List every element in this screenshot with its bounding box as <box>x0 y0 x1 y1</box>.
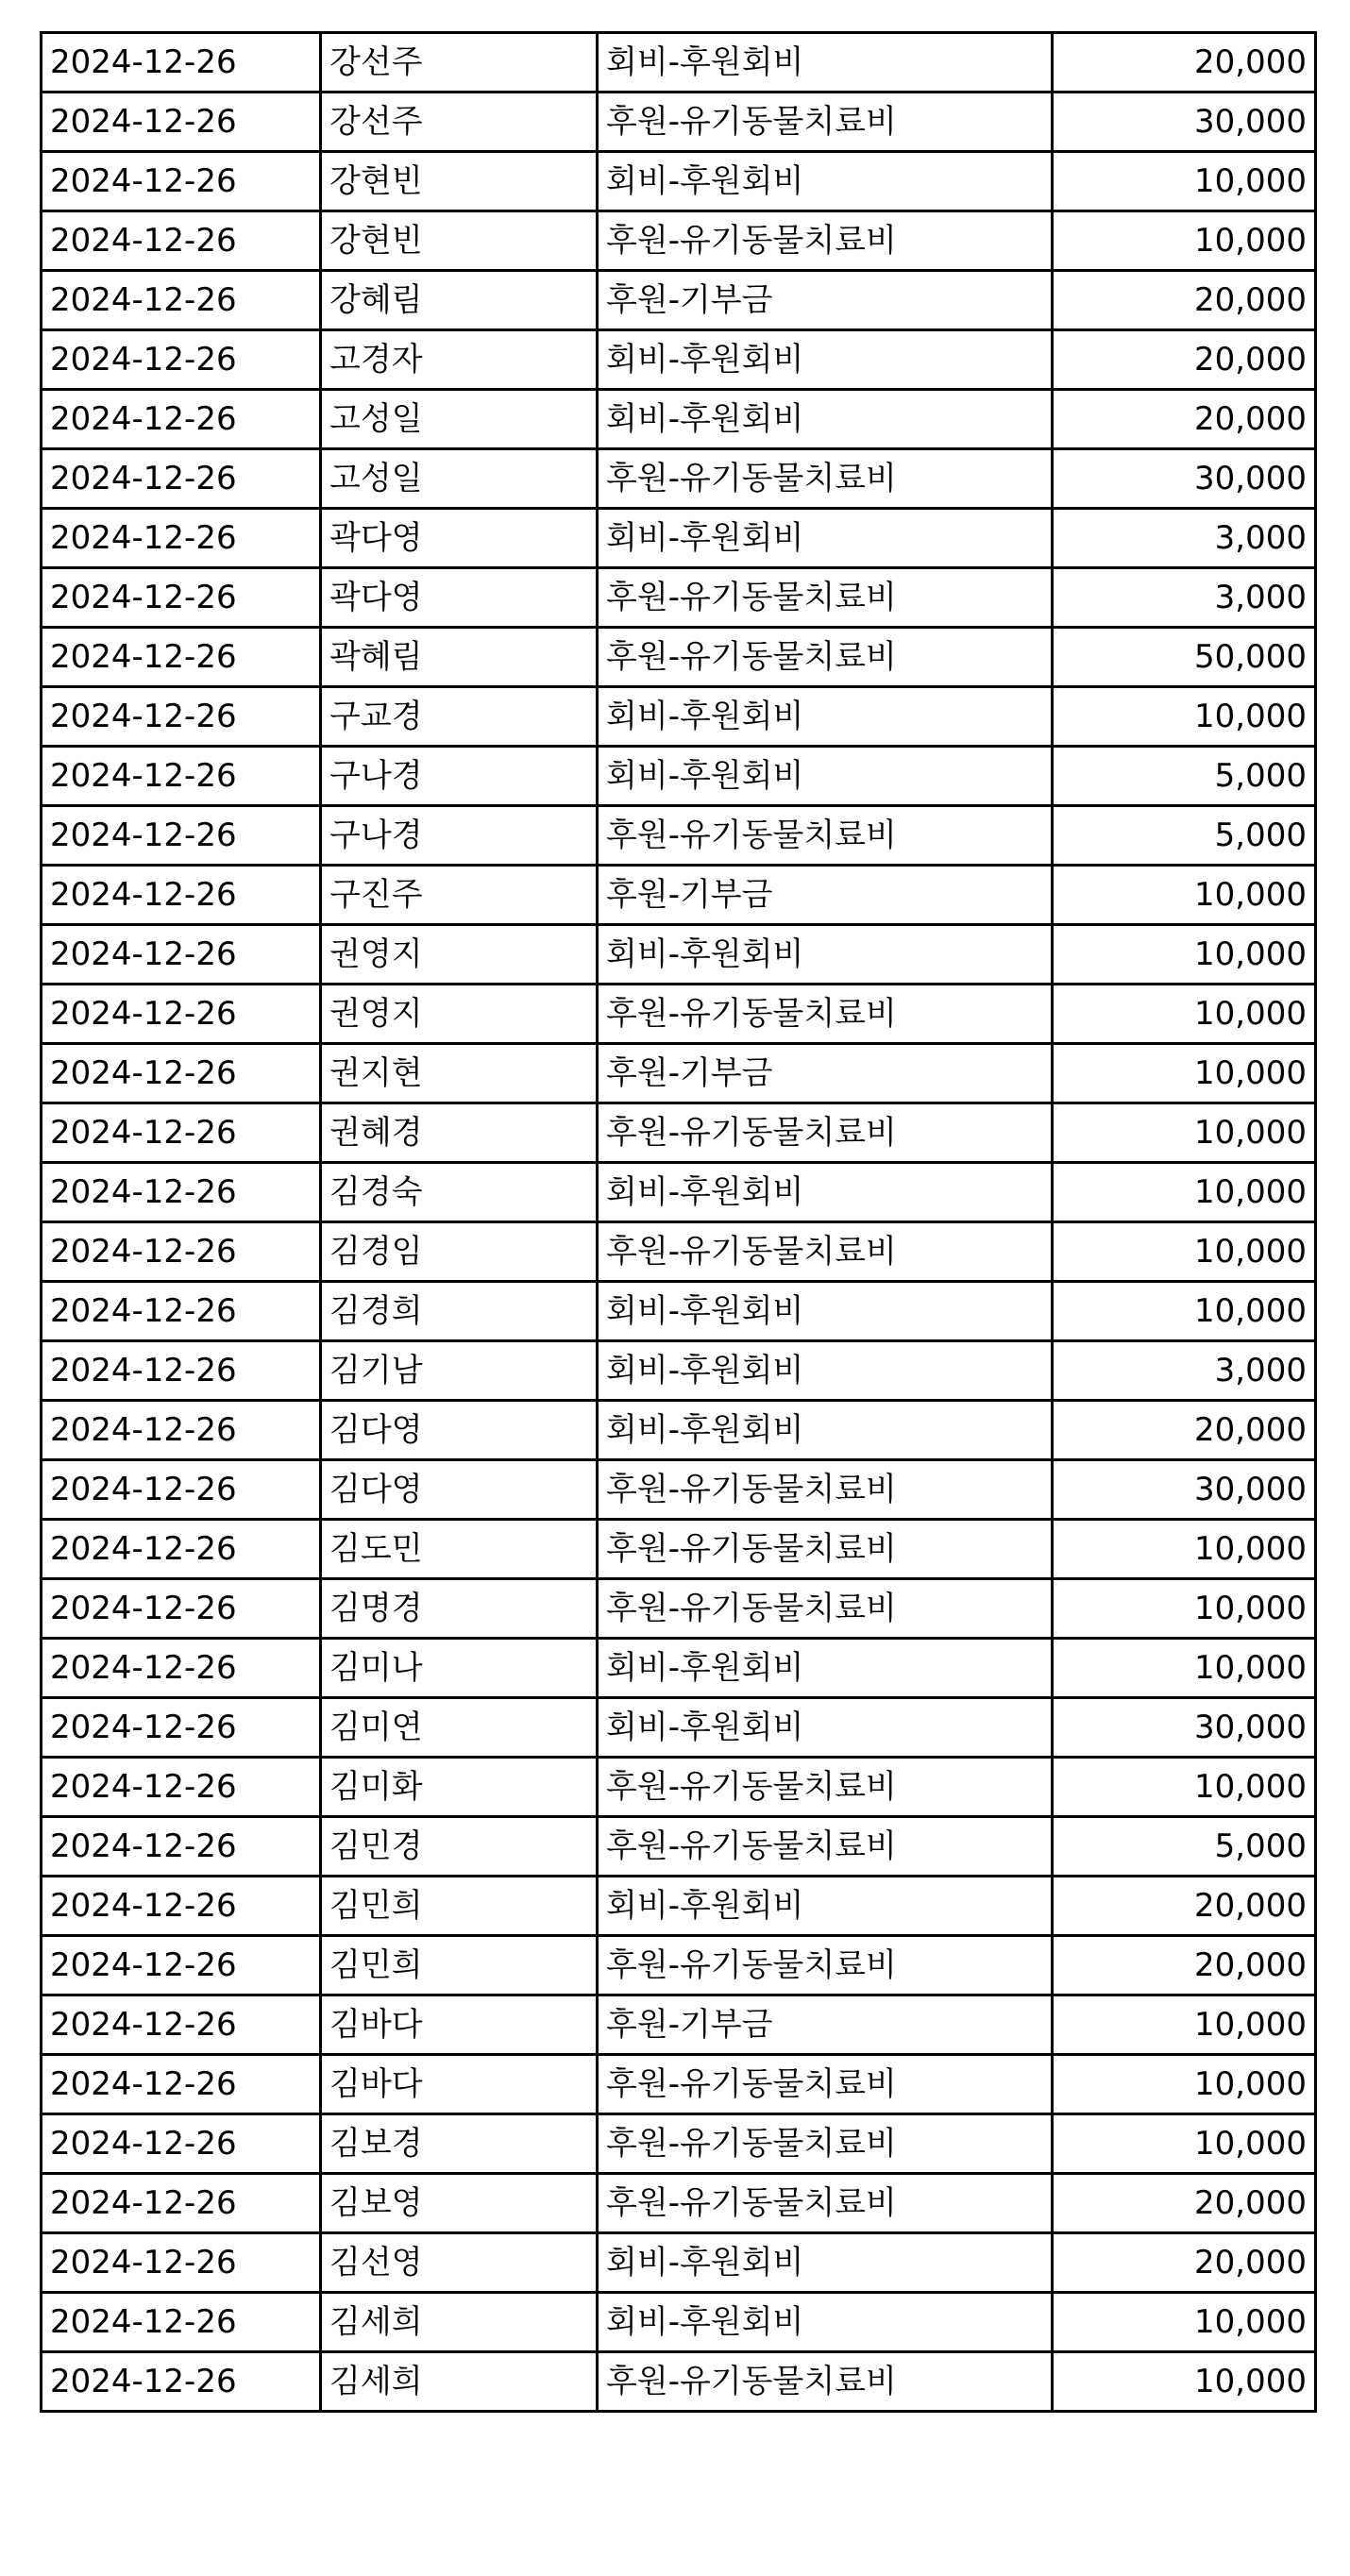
donor-name-cell: 곽혜림 <box>321 628 598 687</box>
table-row <box>42 509 1316 568</box>
date-cell: 2024-12-26 <box>42 2293 321 2352</box>
donor-name-cell: 구나경 <box>321 747 598 806</box>
donor-name-cell: 김보경 <box>321 2114 598 2174</box>
donor-name-cell: 김다영 <box>321 1460 598 1520</box>
category-cell: 후원-유기동물치료비 <box>598 2114 1053 2174</box>
table-row <box>42 1163 1316 1222</box>
table-row <box>42 33 1316 93</box>
donor-name-cell: 고경자 <box>321 330 598 390</box>
table-row <box>42 1758 1316 1817</box>
date-cell: 2024-12-26 <box>42 152 321 211</box>
table-row <box>42 1698 1316 1758</box>
category-cell: 후원-유기동물치료비 <box>598 1520 1053 1579</box>
date-cell: 2024-12-26 <box>42 866 321 925</box>
amount-cell: 10,000 <box>1053 1579 1316 1639</box>
date-cell: 2024-12-26 <box>42 449 321 509</box>
date-cell: 2024-12-26 <box>42 1995 321 2055</box>
table-row <box>42 2352 1316 2412</box>
category-cell: 회비-후원회비 <box>598 925 1053 985</box>
amount-cell: 10,000 <box>1053 925 1316 985</box>
category-cell: 회비-후원회비 <box>598 390 1053 449</box>
table-row <box>42 866 1316 925</box>
table-row <box>42 1817 1316 1877</box>
table-row <box>42 2174 1316 2233</box>
table-row <box>42 1460 1316 1520</box>
donor-name-cell: 김미연 <box>321 1698 598 1758</box>
donor-name-cell: 권영지 <box>321 985 598 1044</box>
amount-cell: 10,000 <box>1053 1222 1316 1282</box>
category-cell: 후원-유기동물치료비 <box>598 1460 1053 1520</box>
donor-name-cell: 강현빈 <box>321 152 598 211</box>
category-cell: 후원-유기동물치료비 <box>598 985 1053 1044</box>
amount-cell: 10,000 <box>1053 1639 1316 1698</box>
category-cell: 후원-유기동물치료비 <box>598 1579 1053 1639</box>
amount-cell: 3,000 <box>1053 568 1316 628</box>
category-cell: 후원-유기동물치료비 <box>598 93 1053 152</box>
donor-name-cell: 고성일 <box>321 449 598 509</box>
table-row <box>42 1401 1316 1460</box>
donor-name-cell: 강선주 <box>321 93 598 152</box>
date-cell: 2024-12-26 <box>42 2114 321 2174</box>
amount-cell: 20,000 <box>1053 33 1316 93</box>
date-cell: 2024-12-26 <box>42 330 321 390</box>
date-cell: 2024-12-26 <box>42 271 321 330</box>
amount-cell: 10,000 <box>1053 1044 1316 1103</box>
category-cell: 회비-후원회비 <box>598 1163 1053 1222</box>
table-row <box>42 1995 1316 2055</box>
table-row <box>42 1936 1316 1995</box>
date-cell: 2024-12-26 <box>42 2055 321 2114</box>
table-row <box>42 1044 1316 1103</box>
donor-name-cell: 고성일 <box>321 390 598 449</box>
date-cell: 2024-12-26 <box>42 1579 321 1639</box>
amount-cell: 20,000 <box>1053 390 1316 449</box>
amount-cell: 20,000 <box>1053 330 1316 390</box>
date-cell: 2024-12-26 <box>42 1520 321 1579</box>
donor-name-cell: 김다영 <box>321 1401 598 1460</box>
date-cell: 2024-12-26 <box>42 1877 321 1936</box>
table-row <box>42 747 1316 806</box>
table-row <box>42 925 1316 985</box>
table-row <box>42 93 1316 152</box>
table-row <box>42 1341 1316 1401</box>
category-cell: 후원-유기동물치료비 <box>598 806 1053 866</box>
donor-name-cell: 김민희 <box>321 1877 598 1936</box>
donor-name-cell: 김도민 <box>321 1520 598 1579</box>
donor-name-cell: 강현빈 <box>321 211 598 271</box>
table-row <box>42 1579 1316 1639</box>
category-cell: 회비-후원회비 <box>598 152 1053 211</box>
table-row <box>42 2055 1316 2114</box>
table-row <box>42 2114 1316 2174</box>
category-cell: 후원-기부금 <box>598 1995 1053 2055</box>
table-row <box>42 985 1316 1044</box>
table-row <box>42 1103 1316 1163</box>
donor-name-cell: 김미나 <box>321 1639 598 1698</box>
amount-cell: 5,000 <box>1053 747 1316 806</box>
table-row <box>42 211 1316 271</box>
date-cell: 2024-12-26 <box>42 1103 321 1163</box>
category-cell: 후원-유기동물치료비 <box>598 1936 1053 1995</box>
date-cell: 2024-12-26 <box>42 628 321 687</box>
table-row <box>42 330 1316 390</box>
table-row <box>42 2233 1316 2293</box>
donor-name-cell: 구진주 <box>321 866 598 925</box>
date-cell: 2024-12-26 <box>42 925 321 985</box>
amount-cell: 10,000 <box>1053 1758 1316 1817</box>
amount-cell: 10,000 <box>1053 1520 1316 1579</box>
date-cell: 2024-12-26 <box>42 33 321 93</box>
amount-cell: 10,000 <box>1053 211 1316 271</box>
category-cell: 후원-기부금 <box>598 866 1053 925</box>
donor-name-cell: 권영지 <box>321 925 598 985</box>
donor-name-cell: 김민희 <box>321 1936 598 1995</box>
category-cell: 후원-유기동물치료비 <box>598 1103 1053 1163</box>
donor-name-cell: 권혜경 <box>321 1103 598 1163</box>
date-cell: 2024-12-26 <box>42 390 321 449</box>
category-cell: 후원-기부금 <box>598 1044 1053 1103</box>
amount-cell: 10,000 <box>1053 152 1316 211</box>
category-cell: 회비-후원회비 <box>598 1639 1053 1698</box>
amount-cell: 10,000 <box>1053 2293 1316 2352</box>
donor-name-cell: 김경희 <box>321 1282 598 1341</box>
amount-cell: 10,000 <box>1053 1103 1316 1163</box>
table-row <box>42 152 1316 211</box>
table-row <box>42 2293 1316 2352</box>
date-cell: 2024-12-26 <box>42 985 321 1044</box>
amount-cell: 5,000 <box>1053 806 1316 866</box>
category-cell: 후원-유기동물치료비 <box>598 628 1053 687</box>
donor-name-cell: 김경숙 <box>321 1163 598 1222</box>
category-cell: 후원-유기동물치료비 <box>598 1758 1053 1817</box>
amount-cell: 10,000 <box>1053 687 1316 747</box>
category-cell: 후원-유기동물치료비 <box>598 1817 1053 1877</box>
category-cell: 후원-유기동물치료비 <box>598 211 1053 271</box>
donor-name-cell: 구교경 <box>321 687 598 747</box>
date-cell: 2024-12-26 <box>42 1639 321 1698</box>
date-cell: 2024-12-26 <box>42 1936 321 1995</box>
donor-name-cell: 김보영 <box>321 2174 598 2233</box>
date-cell: 2024-12-26 <box>42 1222 321 1282</box>
date-cell: 2024-12-26 <box>42 1460 321 1520</box>
table-row <box>42 1282 1316 1341</box>
amount-cell: 30,000 <box>1053 1460 1316 1520</box>
category-cell: 후원-유기동물치료비 <box>598 2055 1053 2114</box>
table-row <box>42 271 1316 330</box>
donor-name-cell: 김세희 <box>321 2293 598 2352</box>
donor-name-cell: 김미화 <box>321 1758 598 1817</box>
donor-name-cell: 강선주 <box>321 33 598 93</box>
amount-cell: 30,000 <box>1053 93 1316 152</box>
category-cell: 회비-후원회비 <box>598 1698 1053 1758</box>
amount-cell: 10,000 <box>1053 1282 1316 1341</box>
table-row <box>42 1520 1316 1579</box>
category-cell: 후원-기부금 <box>598 271 1053 330</box>
donor-name-cell: 김바다 <box>321 2055 598 2114</box>
category-cell: 후원-유기동물치료비 <box>598 568 1053 628</box>
donor-name-cell: 김선영 <box>321 2233 598 2293</box>
amount-cell: 30,000 <box>1053 449 1316 509</box>
category-cell: 회비-후원회비 <box>598 1341 1053 1401</box>
category-cell: 회비-후원회비 <box>598 1401 1053 1460</box>
category-cell: 회비-후원회비 <box>598 2233 1053 2293</box>
category-cell: 회비-후원회비 <box>598 687 1053 747</box>
amount-cell: 10,000 <box>1053 985 1316 1044</box>
date-cell: 2024-12-26 <box>42 1341 321 1401</box>
ledger-body <box>42 33 1316 2412</box>
donor-name-cell: 김바다 <box>321 1995 598 2055</box>
amount-cell: 10,000 <box>1053 866 1316 925</box>
date-cell: 2024-12-26 <box>42 568 321 628</box>
table-row <box>42 1877 1316 1936</box>
date-cell: 2024-12-26 <box>42 1758 321 1817</box>
amount-cell: 5,000 <box>1053 1817 1316 1877</box>
donor-name-cell: 김민경 <box>321 1817 598 1877</box>
amount-cell: 10,000 <box>1053 2352 1316 2412</box>
date-cell: 2024-12-26 <box>42 1401 321 1460</box>
donor-name-cell: 곽다영 <box>321 568 598 628</box>
table-row <box>42 806 1316 866</box>
amount-cell: 50,000 <box>1053 628 1316 687</box>
table-row <box>42 1222 1316 1282</box>
category-cell: 회비-후원회비 <box>598 1282 1053 1341</box>
category-cell: 후원-유기동물치료비 <box>598 2174 1053 2233</box>
amount-cell: 3,000 <box>1053 1341 1316 1401</box>
category-cell: 회비-후원회비 <box>598 1877 1053 1936</box>
category-cell: 회비-후원회비 <box>598 330 1053 390</box>
donor-name-cell: 권지현 <box>321 1044 598 1103</box>
category-cell: 회비-후원회비 <box>598 2293 1053 2352</box>
date-cell: 2024-12-26 <box>42 211 321 271</box>
donor-name-cell: 강혜림 <box>321 271 598 330</box>
table-row <box>42 628 1316 687</box>
category-cell: 후원-유기동물치료비 <box>598 2352 1053 2412</box>
date-cell: 2024-12-26 <box>42 2352 321 2412</box>
amount-cell: 3,000 <box>1053 509 1316 568</box>
category-cell: 회비-후원회비 <box>598 33 1053 93</box>
donor-name-cell: 김명경 <box>321 1579 598 1639</box>
date-cell: 2024-12-26 <box>42 747 321 806</box>
amount-cell: 10,000 <box>1053 1163 1316 1222</box>
date-cell: 2024-12-26 <box>42 2174 321 2233</box>
table-row <box>42 568 1316 628</box>
amount-cell: 30,000 <box>1053 1698 1316 1758</box>
category-cell: 회비-후원회비 <box>598 747 1053 806</box>
date-cell: 2024-12-26 <box>42 509 321 568</box>
amount-cell: 20,000 <box>1053 2233 1316 2293</box>
date-cell: 2024-12-26 <box>42 1282 321 1341</box>
amount-cell: 10,000 <box>1053 2114 1316 2174</box>
category-cell: 후원-유기동물치료비 <box>598 1222 1053 1282</box>
date-cell: 2024-12-26 <box>42 2233 321 2293</box>
donor-name-cell: 김기남 <box>321 1341 598 1401</box>
amount-cell: 20,000 <box>1053 1936 1316 1995</box>
donor-name-cell: 곽다영 <box>321 509 598 568</box>
donor-name-cell: 김경임 <box>321 1222 598 1282</box>
amount-cell: 20,000 <box>1053 1877 1316 1936</box>
donor-name-cell: 김세희 <box>321 2352 598 2412</box>
category-cell: 후원-유기동물치료비 <box>598 449 1053 509</box>
date-cell: 2024-12-26 <box>42 93 321 152</box>
table-row <box>42 1639 1316 1698</box>
table-row <box>42 449 1316 509</box>
amount-cell: 10,000 <box>1053 2055 1316 2114</box>
date-cell: 2024-12-26 <box>42 1698 321 1758</box>
table-row <box>42 390 1316 449</box>
donor-name-cell: 구나경 <box>321 806 598 866</box>
category-cell: 회비-후원회비 <box>598 509 1053 568</box>
amount-cell: 10,000 <box>1053 1995 1316 2055</box>
donation-ledger-table <box>40 31 1317 2413</box>
amount-cell: 20,000 <box>1053 1401 1316 1460</box>
amount-cell: 20,000 <box>1053 2174 1316 2233</box>
date-cell: 2024-12-26 <box>42 1817 321 1877</box>
date-cell: 2024-12-26 <box>42 1044 321 1103</box>
table-row <box>42 687 1316 747</box>
date-cell: 2024-12-26 <box>42 687 321 747</box>
amount-cell: 20,000 <box>1053 271 1316 330</box>
date-cell: 2024-12-26 <box>42 806 321 866</box>
date-cell: 2024-12-26 <box>42 1163 321 1222</box>
